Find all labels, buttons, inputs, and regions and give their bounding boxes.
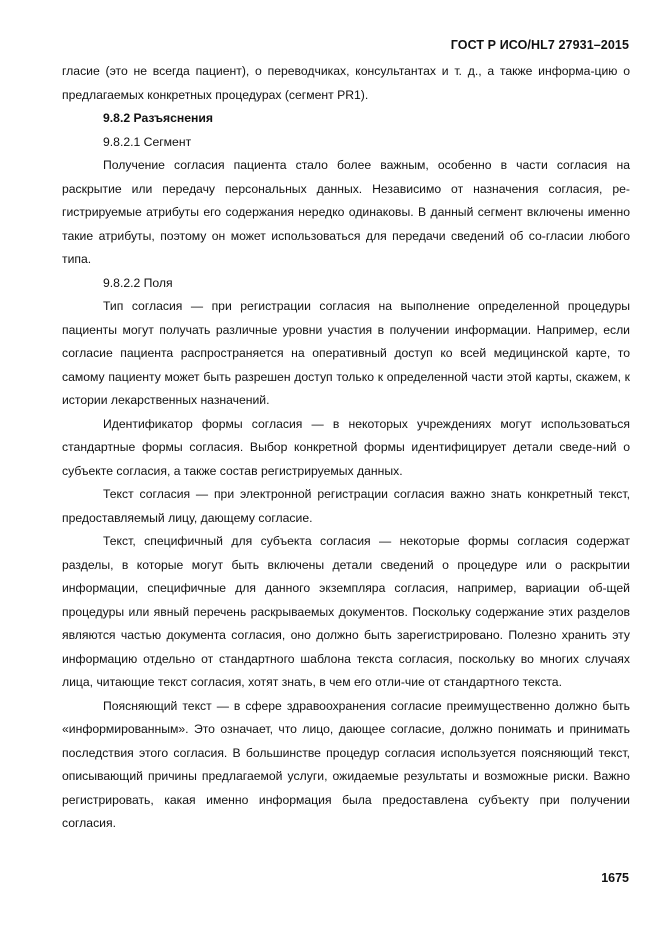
page-number: 1675 — [601, 871, 629, 885]
paragraph-subject-specific-text: Текст, специфичный для субъекта согласия — некоторые формы согласия содержат разделы, в которые могут быть включены детали сведений о процедуре или о раскрытии информации, специфичные для данного экземпляра согласия, например, вариации об-щей процедуры или явный перечень раскрываемых документов. Поскольку содержание этих разделов являются частью документа согласия, оно должно быть зарегистрировано. Полезно хранить эту информацию отдельно от стандартного шаблона текста согласия, поскольку во многих случаях лица, читающие текст согласия, хотят знать, в чем его отли-чие от стандартного текста. — [62, 534, 630, 689]
subsection-heading-9-8-2-2: 9.8.2.2 Поля — [103, 275, 173, 290]
document-header: ГОСТ Р ИСО/HL7 27931–2015 — [450, 38, 629, 52]
section-heading-9-8-2: 9.8.2 Разъяснения — [103, 111, 214, 125]
paragraph-consent-form-id: Идентификатор формы согласия — в некоторых учреждениях могут использоваться стандартные формы согласия. Выбор конкретной формы идентифицирует детали сведе-ний о субъекте согласия, а также состав регистрируемых данных. — [62, 416, 630, 478]
document-body — [62, 60, 630, 836]
paragraph-consent-type: Тип согласия — при регистрации согласия на выполнение определенной процедуры пациенты могут получать различные уровни участия в получении информации. Например, если согласие пациента распространяется на оперативный доступ ко всей медицинской карте, то самому пациенту может быть разрешен доступ только к определенной части этой карты, скажем, к истории лекарственных назначений. — [62, 299, 630, 407]
paragraph-segment: Получение согласия пациента стало более важным, особенно в части согласия на раскрытие или передачу персональных данных. Независимо от назначения согласия, ре-гистрируемые атрибуты его содержания нередко одинаковы. В данный сегмент включены именно такие атрибуты, поэтому он может использоваться для передачи сведений об со-гласии любого типа. — [62, 158, 630, 266]
paragraph-continuation: гласие (это не всегда пациент), о переводчиках, консультантах и т. д., а также информа-цию о предлагаемых конкретных процедурах (сегмент PR1). — [62, 64, 630, 102]
paragraph-explanatory-text: Поясняющий текст — в сфере здравоохранения согласие преимущественно должно быть «информированным». Это означает, что лицо, дающее согласие, должно понимать и принимать последствия этого согласия. В большинстве процедур согласия используется поясняющий текст, описывающий причины предлагаемой услуги, ожидаемые результаты и возможные риски. Важно регистрировать, какая именно информация была предоставлена субъекту при получении согласия. — [62, 698, 630, 830]
subsection-heading-9-8-2-1: 9.8.2.1 Сегмент — [103, 134, 192, 149]
paragraph-consent-text: Текст согласия — при электронной регистрации согласия важно знать конкретный текст, предоставляемый лицу, дающему согласие. — [62, 487, 630, 525]
